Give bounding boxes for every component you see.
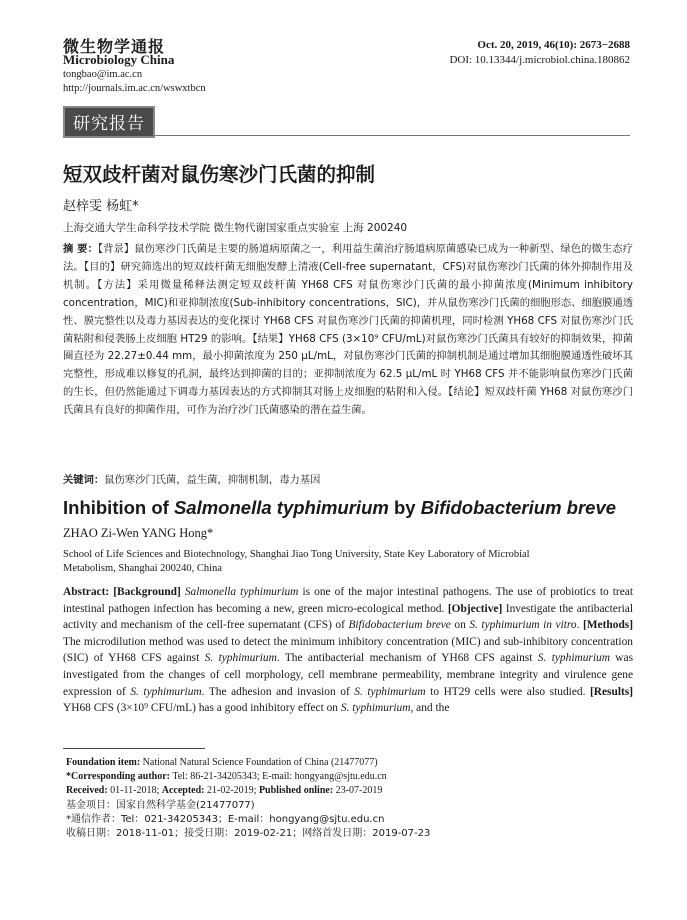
affiliation-en: School of Life Sciences and Biotechnology, Shanghai Jiao Tong University, State Key Laboratory of Microbial Metabolism, Shanghai 200240, China [63,549,530,574]
footnote-label: Accepted: [161,785,205,797]
footnotes [66,756,430,841]
abstract-en-methods: [Methods] [583,619,633,632]
species-name: S. typhimurium [537,652,610,665]
footnote-label: *Corresponding author: [66,771,170,783]
abstract-text: to HT29 cells were also studied. [425,685,590,698]
keywords-cn-label: 关键词： [63,474,105,486]
abstract-text: was investigated from the changes of cell morphology, cell membrane permeability, membrane integrity and virulence gene expression of [63,652,634,698]
footnote-dates-cn: 收稿日期：2018-11-01；接受日期：2019-02-21；网络首发日期：2019-07-23 [66,828,431,840]
footnote-dates [66,784,430,798]
abstract-cn-body: 【背景】鼠伤寒沙门氏菌是主要的肠道病原菌之一，利用益生菌治疗肠道病原菌感染已成为一种新型、绿色的微生态疗法。【目的】研究筛选出的短双歧杆菌无细胞发酵上清液(Cell-free supernatant，CFS)对鼠伤寒沙门氏菌的体外抑制作用及机制。【方法】采用微量稀释法测定短双歧杆菌 YH68 CFS 对鼠伤寒沙门氏菌的最小抑菌浓度(Minimum inhibitory concentration，MIC)和亚抑制浓度(Sub-inhibitory concentrations，SIC)，并从鼠伤寒沙门氏菌的细胞形态、细胞膜通透性、膜完整性以及毒力基因表达的变化探讨 YH68 CFS 对鼠伤寒沙门氏菌的抑菌机理，同时检测 YH68 CFS 对鼠伤寒沙门氏菌粘附和侵袭肠上皮细胞 HT29 的影响。【结果】YH68 CFS (3×10⁹ CFU/mL)对鼠伤寒沙门氏菌具有较好的抑制效果，抑菌圈直径为 22.27±0.44 mm，最小抑菌浓度为 250 μL/mL，对鼠伤寒沙门氏菌的抑制机制是通过增加其细胞膜通透性破坏其完整性，形成难以修复的孔洞，最终达到抑菌的目的；亚抑制浓度为 62.5 μL/mL 时 YH68 CFS 并不能影响鼠伤寒沙门氏菌的生长，但仍然能通过下调毒力基因表达的方式抑制其对肠上皮细胞的粘附和入侵。【结论】短双歧杆菌 YH68 对鼠伤寒沙门氏菌具有良好的抑菌作用，可作为治疗沙门氏菌感染的潜在益生菌。 [63,243,633,417]
title-en-species-1: Salmonella typhimurium [173,497,389,518]
footnote-text: 21-02-2019; [204,785,259,797]
journal-title-en: Microbiology China [63,52,175,67]
species-name: S. typhimurium [340,702,411,715]
abstract-en-background: [Background] [109,586,185,598]
header-rule [155,135,630,136]
species-name: Salmonella typhimurium [184,586,299,598]
title-en-species-2: Bifidobacterium breve [420,497,617,518]
footnote-foundation [66,756,430,770]
issue-info: Oct. 20, 2019, 46(10): 2673−2688 [477,39,630,51]
abstract-text: . [576,619,584,632]
species-name: S. typhimurium in vitro [469,619,577,632]
species-name: S. typhimurium [354,685,426,698]
abstract-en-objective: [Objective] [447,602,503,615]
abstract-text: . The antibacterial mechanism of YH68 CFS against [276,652,538,665]
footnote-label: Received: [66,785,108,797]
species-name: Bifidobacterium breve [348,619,451,632]
abstract-text: is one of the major intestinal pathogens. The use of probiotics to treat intestinal pathogen infection has becoming a new, green micro-ecological method. [63,586,633,615]
keywords-cn [63,471,633,486]
footnote-corresponding [66,770,430,784]
abstract-text: , and the [410,702,450,715]
title-en [63,497,616,519]
footnote-text: National Natural Science Foundation of China (21477077) [140,757,378,768]
title-cn: 短双歧杆菌对鼠伤寒沙门氏菌的抑制 [63,163,376,186]
species-name: S. typhimurium [204,652,277,665]
authors-en: ZHAO Zi-Wen YANG Hong* [63,526,214,540]
footnote-label: Published online: [258,785,334,797]
abstract-text: Investigate the antibacterial activity and mechanism of the cell-free supernatant (CFS) of [63,602,634,632]
footnote-corresponding-cn: *通信作者：Tel：021-34205343；E-mail：hongyang@sjtu.edu.cn [66,813,385,825]
title-en-mid: by [388,497,421,518]
footnote-rule [63,748,205,749]
footnote-label: Foundation item: [66,757,141,768]
doi[interactable]: DOI: 10.13344/j.microbiol.china.180862 [449,54,630,66]
footnote-text: Tel: 86-21-34205343; E-mail: hongyang@sjtu.edu.cn [170,771,387,783]
abstract-cn-label: 摘 要： [63,243,98,255]
abstract-en [63,584,633,717]
species-name: S. typhimurium [130,685,202,698]
abstract-text: . The adhesion and invasion of [201,685,355,698]
abstract-en-label: Abstract: [63,586,110,598]
footnote-text: 01-11-2018; [107,785,162,797]
journal-title-cn: 微生物学通报 [63,37,166,56]
abstract-text: The microdilution method was used to detect the minimum inhibitory concentration (MIC) and sub-inhibitory concentration (SIC) of YH68 CFS against [63,635,633,665]
journal-url[interactable]: http://journals.im.ac.cn/wswxtbcn [63,83,206,94]
authors-cn: 赵梓雯 杨虹* [63,199,139,214]
title-en-prefix: Inhibition of [63,497,174,518]
abstract-en-results: [Results] [589,685,634,698]
abstract-cn [63,241,633,420]
journal-email[interactable]: tongbao@im.ac.cn [63,69,143,80]
abstract-text: on [450,619,470,632]
abstract-text: YH68 CFS (3×10⁹ CFU/mL) has a good inhibitory effect on [63,702,341,715]
keywords-cn-body: 鼠伤寒沙门氏菌，益生菌，抑制机制，毒力基因 [104,474,321,486]
article-type-badge: 研究报告 [63,106,155,138]
footnote-fund-cn: 基金项目：国家自然科学基金(21477077) [66,799,255,811]
footnote-text: 23-07-2019 [333,785,383,797]
affiliation-cn: 上海交通大学生命科学技术学院 微生物代谢国家重点实验室 上海 200240 [63,222,408,234]
